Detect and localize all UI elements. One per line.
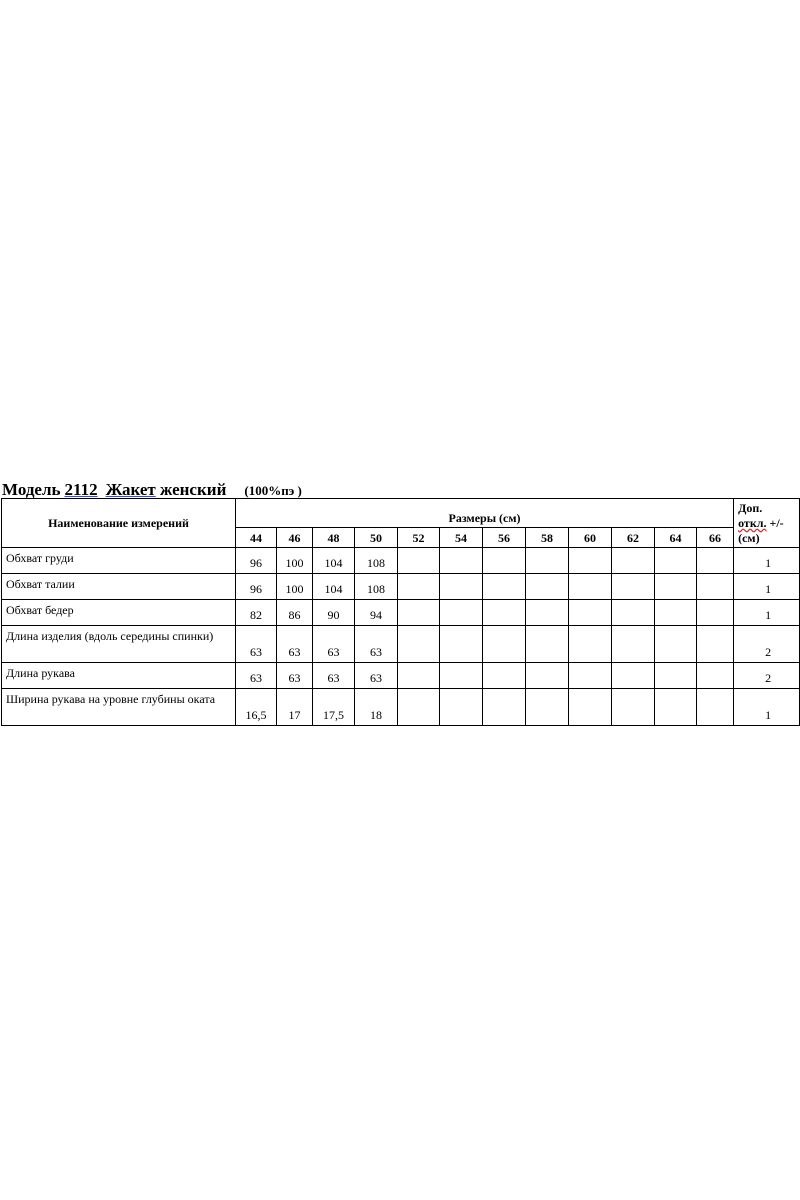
measurement-value (440, 548, 483, 574)
measurement-value (398, 663, 440, 689)
size-header-cell: 48 (313, 528, 355, 548)
measurement-value (697, 663, 734, 689)
measurement-value (483, 548, 526, 574)
measurement-row (2, 663, 800, 689)
measurement-value (483, 574, 526, 600)
measurement-value (440, 689, 483, 726)
measurement-value (612, 663, 655, 689)
measurement-value (440, 663, 483, 689)
measurement-value (697, 574, 734, 600)
measurement-value: 63 (355, 663, 398, 689)
size-header-cell: 64 (655, 528, 697, 548)
measurement-label: Обхват груди (2, 548, 236, 574)
measurement-value: 100 (277, 548, 313, 574)
measurement-value (398, 574, 440, 600)
measurement-value: 63 (277, 626, 313, 663)
measurement-value (398, 600, 440, 626)
measurement-value (655, 689, 697, 726)
measurement-value (526, 663, 569, 689)
tolerance-header-line2: откл. (738, 516, 767, 530)
measurement-value (526, 548, 569, 574)
size-header-cell: 62 (612, 528, 655, 548)
tolerance-header-line3: (см) (738, 531, 760, 545)
measurement-value (569, 689, 612, 726)
measurement-label: Обхват бедер (2, 600, 236, 626)
measurement-value (569, 626, 612, 663)
size-header-cell: 44 (236, 528, 277, 548)
measurement-value: 63 (313, 626, 355, 663)
measurement-value (655, 548, 697, 574)
measurement-value (612, 626, 655, 663)
measurement-label: Длина изделия (вдоль середины спинки) (2, 626, 236, 663)
measurement-value (569, 574, 612, 600)
tolerance-header-line1: Доп. (738, 501, 763, 515)
measurement-value (612, 548, 655, 574)
title-item (106, 480, 227, 499)
measurement-label: Ширина рукава на уровне глубины оката (2, 689, 236, 726)
measurement-value (655, 574, 697, 600)
tolerance-value: 2 (734, 663, 800, 689)
measurement-value (569, 600, 612, 626)
measurement-value (697, 689, 734, 726)
measurement-value: 63 (236, 626, 277, 663)
tolerance-value: 2 (734, 626, 800, 663)
measurement-value (697, 548, 734, 574)
measurement-value (398, 626, 440, 663)
measurement-value: 96 (236, 574, 277, 600)
size-header-cell: 66 (697, 528, 734, 548)
measurement-value: 104 (313, 574, 355, 600)
size-chart-table (1, 498, 800, 726)
measurement-value (569, 663, 612, 689)
size-header-cell: 56 (483, 528, 526, 548)
measurement-label: Обхват талии (2, 574, 236, 600)
size-header-cell: 52 (398, 528, 440, 548)
measurement-value (655, 663, 697, 689)
tolerance-header-plusminus: +/- (766, 516, 784, 530)
measurement-row (2, 574, 800, 600)
title-item-main: Жакет (105, 480, 156, 499)
measurement-value: 82 (236, 600, 277, 626)
tolerance-value: 1 (734, 548, 800, 574)
measurement-value (526, 574, 569, 600)
measurement-row (2, 626, 800, 663)
measurement-row (2, 689, 800, 726)
measurement-value: 86 (277, 600, 313, 626)
measurement-value (526, 689, 569, 726)
measurement-value (655, 626, 697, 663)
measurement-value: 16,5 (236, 689, 277, 726)
measurement-value: 18 (355, 689, 398, 726)
title-model-number: 2112 (64, 480, 98, 499)
size-header-cell: 50 (355, 528, 398, 548)
measurement-value (483, 600, 526, 626)
measurement-value: 96 (236, 548, 277, 574)
measurement-value: 90 (313, 600, 355, 626)
size-header-cell: 46 (277, 528, 313, 548)
title-fabric: (100%пэ ) (244, 483, 302, 498)
title-item-rest: женский (155, 480, 227, 499)
measurement-value (440, 600, 483, 626)
size-header-cell: 60 (569, 528, 612, 548)
measurement-value (697, 600, 734, 626)
measurement-value (483, 689, 526, 726)
measurement-value: 63 (355, 626, 398, 663)
measurement-label: Длина рукава (2, 663, 236, 689)
measurement-value: 108 (355, 574, 398, 600)
size-header-cell: 54 (440, 528, 483, 548)
size-header-cell: 58 (526, 528, 569, 548)
measurement-value: 100 (277, 574, 313, 600)
tolerance-value: 1 (734, 600, 800, 626)
measurement-row (2, 600, 800, 626)
measurement-value: 108 (355, 548, 398, 574)
measurement-value: 94 (355, 600, 398, 626)
measurement-value: 104 (313, 548, 355, 574)
measurement-value (398, 548, 440, 574)
sizes-header: Размеры (см) (236, 499, 734, 528)
header-row-1 (2, 499, 800, 528)
measurement-value (612, 574, 655, 600)
measurement-value: 63 (313, 663, 355, 689)
measurement-value (612, 600, 655, 626)
measurement-value (398, 689, 440, 726)
measurement-value: 63 (277, 663, 313, 689)
tolerance-value: 1 (734, 689, 800, 726)
measurement-value (697, 626, 734, 663)
measurement-value: 17,5 (313, 689, 355, 726)
measurement-value (569, 548, 612, 574)
title-model: Модель (2, 480, 61, 499)
measurement-value (440, 574, 483, 600)
measurement-name-header: Наименование измерений (2, 499, 236, 548)
measurement-value (526, 626, 569, 663)
measurement-value (440, 626, 483, 663)
measurement-value (655, 600, 697, 626)
measurement-value (612, 689, 655, 726)
measurement-value: 17 (277, 689, 313, 726)
measurement-value (526, 600, 569, 626)
measurement-row (2, 548, 800, 574)
measurement-value (483, 626, 526, 663)
tolerance-header (734, 499, 800, 548)
measurement-value: 63 (236, 663, 277, 689)
tolerance-value: 1 (734, 574, 800, 600)
measurement-value (483, 663, 526, 689)
